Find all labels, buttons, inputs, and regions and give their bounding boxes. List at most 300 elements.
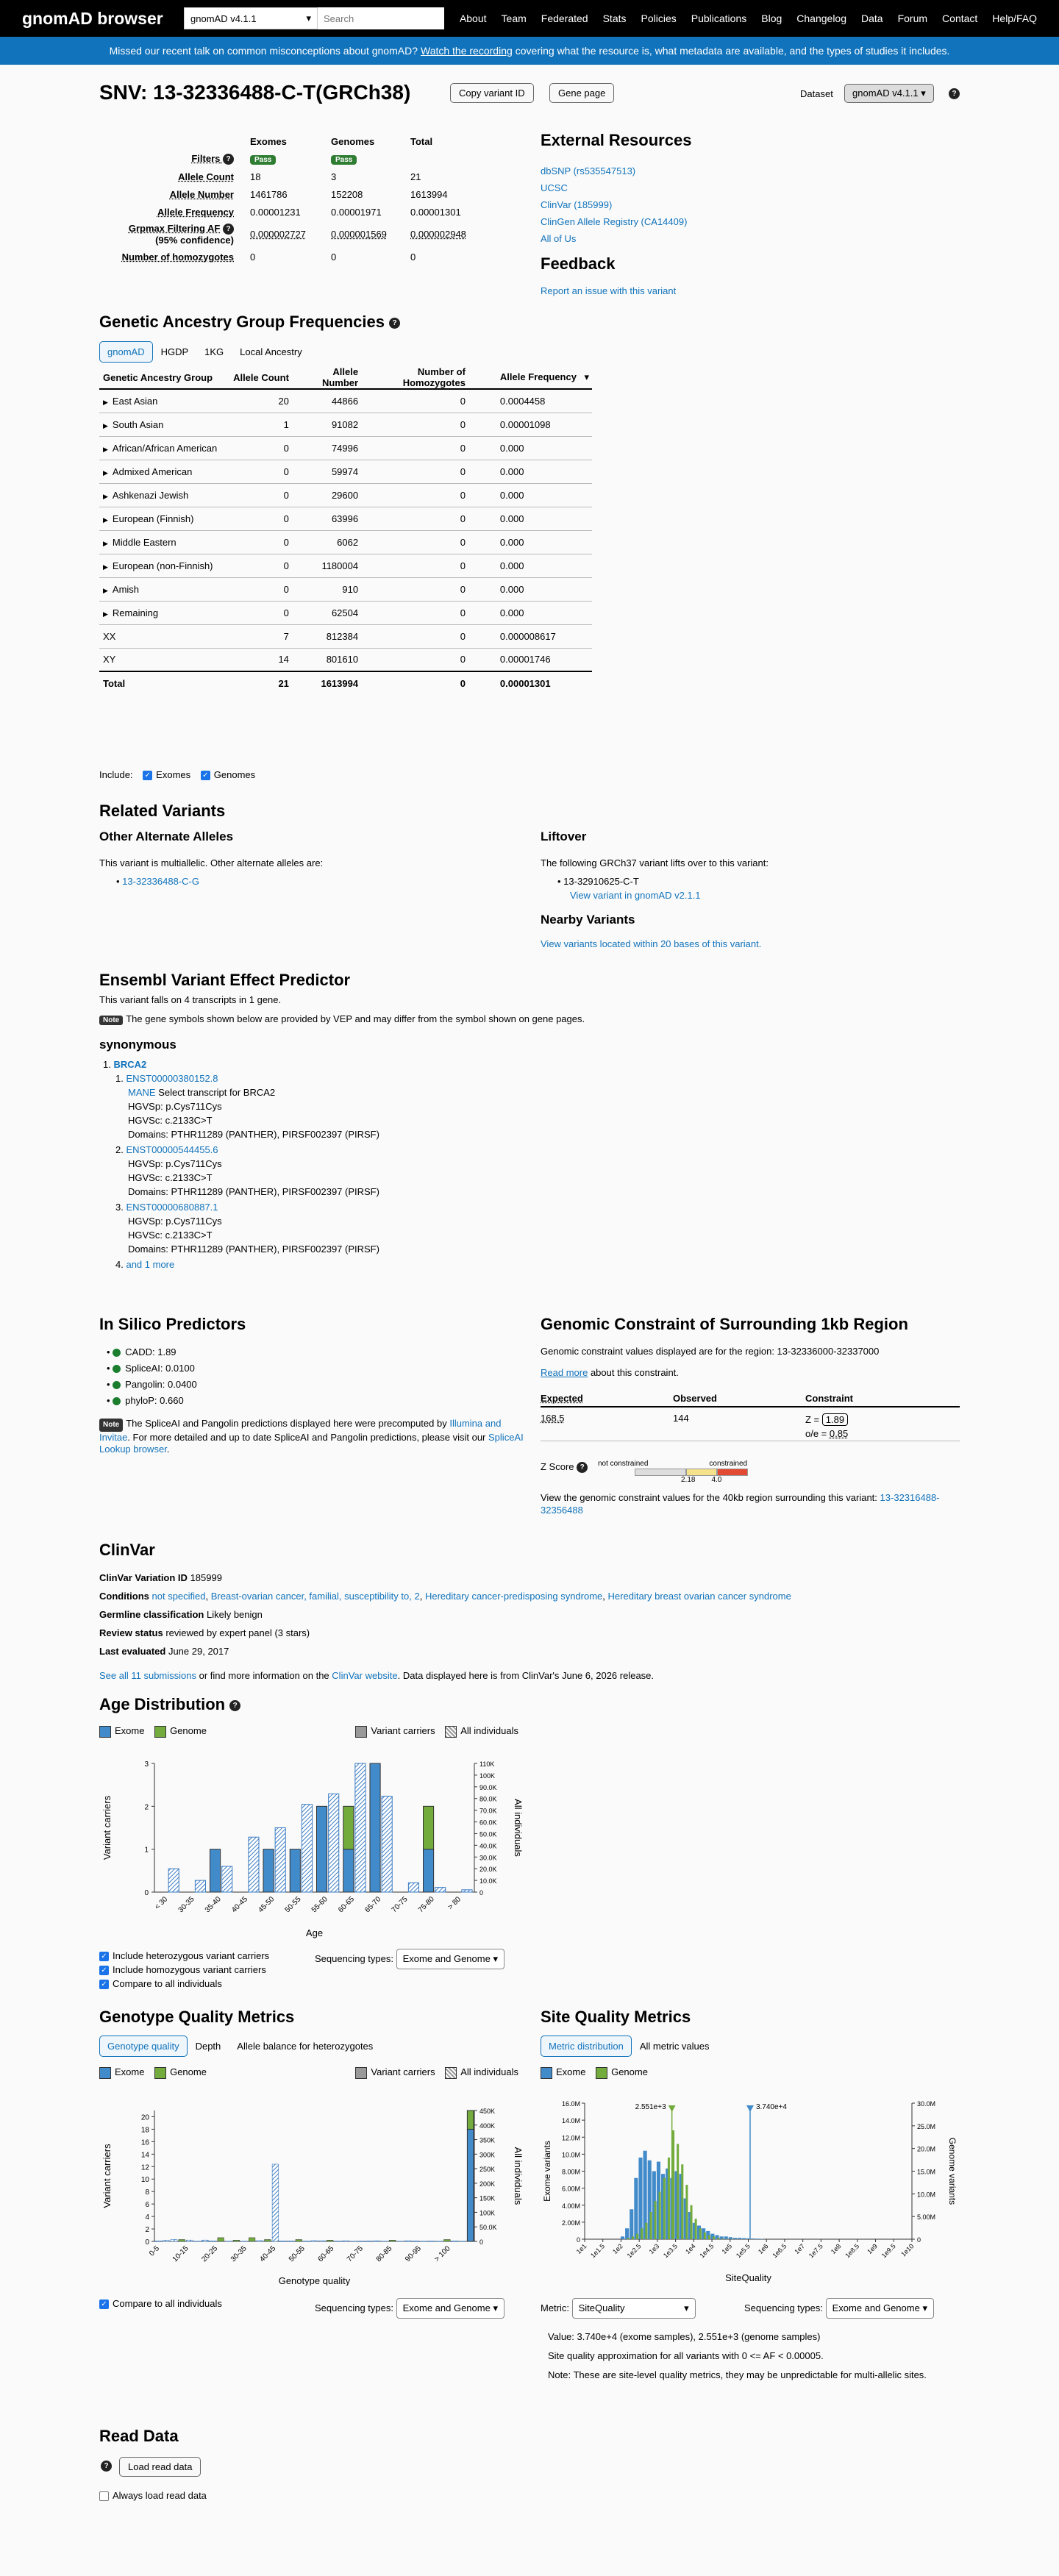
genome-bar bbox=[249, 2238, 255, 2241]
copy-variant-id-button[interactable]: Copy variant ID bbox=[450, 83, 534, 103]
expand-arrow-icon[interactable]: ▶ bbox=[103, 515, 108, 524]
genome-bar bbox=[704, 2233, 706, 2239]
related-variants-title: Related Variants bbox=[99, 802, 226, 820]
genome-bar bbox=[726, 2238, 728, 2239]
all-individuals-bar bbox=[186, 2240, 193, 2241]
y-tick-label: 0 bbox=[145, 2238, 149, 2247]
genome-bar bbox=[677, 2144, 679, 2240]
transcript-link[interactable]: ENST00000680887.1 bbox=[126, 1202, 218, 1213]
illumina-link[interactable]: Illumina and Invitae bbox=[99, 1418, 502, 1443]
genome-bar bbox=[389, 2240, 396, 2241]
help-icon[interactable]: ? bbox=[949, 88, 960, 99]
exome-bar bbox=[317, 1806, 327, 1892]
external-link[interactable]: ClinGen Allele Registry (CA14409) bbox=[541, 216, 688, 227]
y2-tick-label: 10.0K bbox=[479, 1877, 497, 1885]
sq-tabs bbox=[541, 2036, 718, 2057]
table-row[interactable]: ▶ Amish 0 910 0 0.000 bbox=[99, 577, 592, 601]
liftover-item: • 13-32910625-C-T bbox=[557, 876, 639, 887]
all-individuals-bar bbox=[272, 2164, 279, 2241]
y-axis-label: Exome variants bbox=[542, 2141, 552, 2202]
table-row[interactable]: ▶ European (Finnish) 0 63996 0 0.000 bbox=[99, 507, 592, 530]
nav-data[interactable]: Data bbox=[861, 13, 883, 24]
always-load-checkbox[interactable] bbox=[99, 2491, 109, 2501]
age-options: ✓ Include heterozygous variant carriers ✓ Include homozygous variant carriers ✓ Compare to all individuals bbox=[99, 1949, 269, 1991]
y-tick-label: 12 bbox=[140, 2163, 149, 2172]
x-tick-label: 30-35 bbox=[176, 1895, 196, 1915]
exome-bar bbox=[467, 2129, 474, 2241]
all-individuals-bar bbox=[408, 1883, 418, 1892]
x-tick-label: 35-40 bbox=[203, 1895, 223, 1915]
exome-bar bbox=[290, 1849, 300, 1892]
mane-link[interactable]: MANE bbox=[128, 1087, 156, 1098]
expand-arrow-icon[interactable]: ▶ bbox=[103, 539, 108, 547]
genome-marker-label: 2.551e+3 bbox=[635, 2103, 666, 2111]
nav-team[interactable]: Team bbox=[501, 13, 527, 24]
all-individuals-bar bbox=[249, 1837, 259, 1892]
x-tick-label: 1e8.5 bbox=[844, 2242, 861, 2260]
y2-tick-label: 100K bbox=[479, 1772, 496, 1780]
genome-bar bbox=[713, 2236, 715, 2239]
external-link[interactable]: All of Us bbox=[541, 233, 577, 244]
exome-bar bbox=[742, 2238, 746, 2239]
y2-tick-label: 20.0K bbox=[479, 1866, 497, 1874]
green-dot-icon bbox=[113, 1349, 121, 1357]
x-tick-label: 1e1.5 bbox=[589, 2242, 607, 2260]
predictor-item: • SpliceAI: 0.0100 bbox=[107, 1363, 195, 1374]
transcript-item: 2. ENST00000544455.6 HGVSp: p.Cys711Cys HGVSc: c.2133C>T Domains: PTHR11289 (PANTHER), PIRSF002397 (PIRSF) bbox=[115, 1144, 379, 1197]
include-filters: Include: ✓ Exomes ✓ Genomes bbox=[99, 769, 256, 780]
transcript-link[interactable]: ENST00000544455.6 bbox=[126, 1144, 218, 1155]
exome-bar bbox=[210, 1849, 221, 1892]
expand-arrow-icon[interactable]: ▶ bbox=[103, 445, 108, 453]
y2-tick-label: 20.0M bbox=[917, 2145, 936, 2153]
clinvar-title: ClinVar bbox=[99, 1541, 155, 1559]
all-individuals-bar bbox=[195, 1880, 205, 1892]
y2-tick-label: 0 bbox=[479, 2238, 484, 2246]
nav-contact[interactable]: Contact bbox=[942, 13, 978, 24]
condition-link[interactable]: not specified bbox=[151, 1591, 206, 1602]
predictor-item: • Pangolin: 0.0400 bbox=[107, 1379, 197, 1390]
y-tick-label: 16.0M bbox=[561, 2100, 580, 2108]
table-row[interactable]: ▶ Ashkenazi Jewish 0 29600 0 0.000 bbox=[99, 483, 592, 507]
all-individuals-bar bbox=[435, 1888, 446, 1892]
x-tick-label: 70-75 bbox=[390, 1895, 410, 1915]
dataset-label: Dataset bbox=[800, 88, 833, 99]
exome-bar bbox=[751, 2238, 755, 2239]
y2-tick-label: 300K bbox=[479, 2151, 496, 2159]
tab-genotype-quality[interactable]: Genotype quality bbox=[99, 2036, 188, 2057]
y2-tick-label: 70.0K bbox=[479, 1807, 497, 1815]
x-axis-label: SiteQuality bbox=[725, 2272, 771, 2283]
genome-bar bbox=[655, 2201, 657, 2239]
y-tick-label: 6.00M bbox=[561, 2185, 580, 2193]
feedback-title: Feedback bbox=[541, 254, 616, 273]
green-dot-icon bbox=[113, 1365, 121, 1373]
tab-allele-balance-for-heterozygotes[interactable]: Allele balance for heterozygotes bbox=[237, 2041, 374, 2052]
z-score-value: 1.89 bbox=[822, 1413, 848, 1426]
x-tick-label: 40-45 bbox=[258, 2244, 278, 2264]
y2-tick-label: 150K bbox=[479, 2194, 496, 2202]
tab-local-ancestry[interactable]: Local Ancestry bbox=[240, 346, 302, 357]
external-resources-title: External Resources bbox=[541, 131, 692, 149]
insilico-note: Note The SpliceAI and Pangolin predictions displayed here were precomputed by Illumina and Invitae. For more detailed and up to date SpliceAI and Pangolin predictions, please visit our SpliceAI Lookup browser. bbox=[99, 1418, 524, 1455]
genome-marker-arrow-icon bbox=[668, 2105, 676, 2112]
y-tick-label: 0 bbox=[144, 1889, 149, 1897]
exome-bar bbox=[263, 1849, 274, 1892]
x-tick-label: 1e1 bbox=[574, 2242, 588, 2256]
sq-seq-type-select[interactable]: Exome and Genome ▾ bbox=[826, 2298, 934, 2319]
y2-tick-label: 450K bbox=[479, 2108, 496, 2115]
all-individuals-bar bbox=[202, 2240, 209, 2241]
genome-bar bbox=[467, 2111, 474, 2129]
x-tick-label: 1e6 bbox=[756, 2242, 770, 2256]
compare-all-checkbox[interactable]: ✓ bbox=[99, 1980, 109, 1989]
y-tick-label: 10.0M bbox=[561, 2151, 580, 2159]
exome-bar bbox=[738, 2238, 741, 2239]
gq-legend: Exome Genome Variant carriers All individuals bbox=[99, 2066, 518, 2079]
genome-bar bbox=[632, 2236, 634, 2239]
watch-recording-link[interactable]: Watch the recording bbox=[421, 45, 513, 57]
external-link[interactable]: ClinVar (185999) bbox=[541, 199, 613, 210]
y-tick-label: 1 bbox=[144, 1846, 149, 1855]
all-individuals-bar bbox=[168, 1869, 179, 1892]
read-data-help-icon[interactable]: ? bbox=[101, 2461, 112, 2472]
nav-federated[interactable]: Federated bbox=[541, 13, 588, 24]
x-tick-label: 70-75 bbox=[346, 2244, 365, 2264]
y2-axis-label: Genome variants bbox=[947, 2137, 958, 2205]
tab-depth[interactable]: Depth bbox=[195, 2041, 221, 2052]
filters-help-icon[interactable]: ? bbox=[223, 154, 234, 165]
gq-chart bbox=[99, 2094, 526, 2286]
nav-stats[interactable]: Stats bbox=[602, 13, 627, 24]
x-tick-label: 80-85 bbox=[374, 2244, 394, 2264]
nav-policies[interactable]: Policies bbox=[641, 13, 677, 24]
x-tick-label: 1e2 bbox=[611, 2242, 624, 2256]
genome-bar bbox=[627, 2238, 630, 2239]
table-row[interactable]: ▶ Admixed American 0 59974 0 0.000 bbox=[99, 460, 592, 483]
include-genomes-checkbox[interactable]: ✓ bbox=[201, 771, 210, 780]
sq-metric-select[interactable]: SiteQuality ▾ bbox=[572, 2298, 696, 2319]
age-seq-type-select[interactable]: Exome and Genome ▾ bbox=[396, 1949, 504, 1969]
constraint-region-link[interactable]: 13-32316488-32356488 bbox=[541, 1492, 940, 1516]
all-individuals-bar bbox=[275, 1828, 285, 1893]
sq-legend: Exome Genome bbox=[541, 2066, 648, 2079]
more-transcripts-link[interactable]: and 1 more bbox=[126, 1259, 175, 1270]
dataset-dropdown[interactable]: gnomAD v4.1.1 ▾ bbox=[844, 84, 934, 103]
x-tick-label: 50-55 bbox=[283, 1895, 303, 1915]
predictor-item: • phyloP: 0.660 bbox=[107, 1395, 184, 1406]
x-tick-label: 90-95 bbox=[404, 2244, 423, 2264]
gq-seq-type-select[interactable]: Exome and Genome ▾ bbox=[396, 2298, 504, 2319]
gq-title: Genotype Quality Metrics bbox=[99, 2008, 295, 2026]
x-tick-label: 10-15 bbox=[171, 2244, 190, 2264]
table-row[interactable]: ▶ African/African American 0 74996 0 0.000 bbox=[99, 436, 592, 460]
y-tick-label: 18 bbox=[140, 2126, 149, 2135]
genome-bar bbox=[695, 2219, 697, 2239]
clinvar-details: ClinVar Variation ID 185999 Conditions not specified, Breast-ovarian cancer, familial, susceptibility to, 2, Hereditary cancer-predisposing syndrome, Hereditary breast ovarian cancer syndrome Germline classification Likely benign Review status reviewed by expert panel (3 stars) Last evaluated June 29, 2017 bbox=[99, 1572, 791, 1657]
sq-title: Site Quality Metrics bbox=[541, 2008, 691, 2026]
x-tick-label: 40-45 bbox=[230, 1895, 249, 1915]
x-tick-label: 1e6.5 bbox=[771, 2242, 788, 2260]
genome-bar bbox=[649, 2212, 652, 2239]
external-link[interactable]: UCSC bbox=[541, 182, 568, 193]
genome-bar bbox=[717, 2238, 719, 2239]
genome-bar bbox=[681, 2164, 683, 2239]
external-links bbox=[541, 163, 687, 247]
spliceai-lookup-link[interactable]: SpliceAI Lookup browser bbox=[99, 1432, 524, 1455]
condition-link[interactable]: Hereditary cancer-predisposing syndrome bbox=[424, 1591, 603, 1602]
load-read-data-button[interactable]: Load read data bbox=[119, 2457, 201, 2477]
ancestry-title: Genetic Ancestry Group Frequencies ? bbox=[99, 313, 400, 332]
y-tick-label: 6 bbox=[145, 2201, 149, 2210]
expand-arrow-icon[interactable]: ▶ bbox=[103, 586, 108, 594]
exome-bar bbox=[756, 2238, 760, 2239]
table-row: XY 14 801610 0 0.00001746 bbox=[99, 648, 592, 671]
external-link[interactable]: dbSNP (rs535547513) bbox=[541, 165, 636, 176]
sq-chart bbox=[541, 2088, 960, 2287]
y2-axis-label: All individuals bbox=[513, 1799, 524, 1857]
gene-link-brca2[interactable]: BRCA2 bbox=[113, 1059, 147, 1070]
genome-bar bbox=[672, 2130, 674, 2239]
note-badge: Note bbox=[99, 1016, 123, 1025]
table-row[interactable]: ▶ South Asian 1 91082 0 0.00001098 bbox=[99, 413, 592, 436]
y2-tick-label: 0 bbox=[479, 1889, 484, 1897]
all-individuals-bar bbox=[302, 1805, 312, 1892]
y-tick-label: 0 bbox=[576, 2236, 580, 2244]
y-tick-label: 3 bbox=[144, 1760, 149, 1769]
table-row[interactable]: ▶ European (non-Finnish) 0 1180004 0 0.000 bbox=[99, 554, 592, 577]
exome-bar bbox=[625, 2228, 629, 2239]
read-more-link[interactable]: Read more bbox=[541, 1367, 588, 1378]
exome-bar bbox=[630, 2209, 633, 2239]
constraint-title: Genomic Constraint of Surrounding 1kb Region bbox=[541, 1315, 908, 1333]
genome-bar bbox=[296, 2239, 302, 2241]
table-row: XX 7 812384 0 0.000008617 bbox=[99, 624, 592, 648]
expand-arrow-icon[interactable]: ▶ bbox=[103, 610, 108, 618]
y-tick-label: 14 bbox=[140, 2151, 149, 2160]
genome-bar bbox=[343, 1806, 354, 1849]
genome-bar bbox=[663, 2178, 666, 2239]
x-tick-label: 1e3 bbox=[647, 2242, 661, 2256]
hom-carriers-checkbox[interactable]: ✓ bbox=[99, 1966, 109, 1975]
other-allele-link[interactable]: 13-32336488-C-G bbox=[122, 876, 199, 887]
table-row[interactable]: ▶ East Asian 20 44866 0 0.0004458 bbox=[99, 389, 592, 413]
green-dot-icon bbox=[113, 1397, 121, 1405]
x-tick-label: > 100 bbox=[432, 2244, 452, 2264]
exome-bar bbox=[638, 2158, 642, 2239]
x-tick-label: > 80 bbox=[446, 1895, 463, 1912]
y2-tick-label: 400K bbox=[479, 2122, 496, 2130]
sort-desc-icon: ▾ bbox=[584, 371, 589, 382]
y2-axis-label: All individuals bbox=[513, 2147, 524, 2205]
gene-page-button[interactable]: Gene page bbox=[549, 83, 614, 103]
caret-down-icon: ▾ bbox=[306, 13, 311, 24]
genome-bar bbox=[721, 2238, 724, 2239]
y2-tick-label: 15.0M bbox=[917, 2168, 936, 2176]
y2-tick-label: 25.0M bbox=[917, 2122, 936, 2130]
y2-tick-label: 100K bbox=[479, 2209, 496, 2217]
genome-bar bbox=[233, 2240, 240, 2241]
zscore-help-icon[interactable]: ? bbox=[577, 1462, 588, 1473]
expand-arrow-icon[interactable]: ▶ bbox=[103, 421, 108, 429]
y2-tick-label: 30.0M bbox=[917, 2100, 936, 2108]
announcement-banner: Missed our recent talk on common misconceptions about gnomAD? Watch the recording covering what the resource is, what metadata are available, and the types of studies it includes. bbox=[0, 37, 1059, 65]
y2-tick-label: 30.0K bbox=[479, 1854, 497, 1862]
nav-publications[interactable]: Publications bbox=[691, 13, 747, 24]
nav-changelog[interactable]: Changelog bbox=[796, 13, 847, 24]
exome-bar bbox=[621, 2236, 624, 2239]
y-tick-label: 4.00M bbox=[561, 2202, 580, 2210]
x-tick-label: 1e9 bbox=[866, 2242, 879, 2256]
genome-bar bbox=[699, 2228, 702, 2239]
predictor-item: • CADD: 1.89 bbox=[107, 1346, 176, 1357]
y-tick-label: 8.00M bbox=[561, 2168, 580, 2176]
genome-bar bbox=[444, 2239, 451, 2241]
tab-all-metric-values[interactable]: All metric values bbox=[639, 2041, 710, 2052]
age-help-icon[interactable]: ? bbox=[229, 1700, 240, 1711]
variant-summary-table: Exomes Genomes Total Filters ? Pass Pass Allele Count 18 3 21 Allele Number 1461786 152208 1613994 Allele Frequency 0.00001231 0.00001971 0.00001301 Grpmax Filtering AF ? (95% confidence) 0.000002727 0.000001569 0.000002948 Number of homozygotes 0 0 0 bbox=[99, 132, 491, 265]
transcript-item: 3. ENST00000680887.1 HGVSp: p.Cys711Cys HGVSc: c.2133C>T Domains: PTHR11289 (PANTHER), PIRSF002397 (PIRSF) bbox=[115, 1202, 379, 1255]
all-individuals-bar bbox=[462, 1890, 472, 1892]
transcript-link[interactable]: ENST00000380152.8 bbox=[126, 1073, 218, 1084]
y-tick-label: 10 bbox=[140, 2176, 149, 2185]
liftover-link[interactable]: View variant in gnomAD v2.1.1 bbox=[570, 890, 701, 901]
page-title: SNV: 13-32336488-C-T(GRCh38) bbox=[99, 81, 411, 104]
tab-metric-distribution[interactable]: Metric distribution bbox=[541, 2036, 632, 2057]
tab-hgdp[interactable]: HGDP bbox=[160, 346, 189, 357]
condition-link[interactable]: Breast-ovarian cancer, familial, susceptibility to, 2 bbox=[210, 1591, 420, 1602]
nearby-variants-link[interactable]: View variants located within 20 bases of this variant. bbox=[541, 938, 762, 949]
clinvar-website-link[interactable]: ClinVar website bbox=[332, 1670, 398, 1681]
other-allele-item: • 13-32336488-C-G bbox=[116, 876, 199, 887]
x-tick-label: 1e5.5 bbox=[734, 2242, 752, 2260]
search-input[interactable] bbox=[318, 7, 444, 29]
exome-bar bbox=[733, 2238, 737, 2239]
all-individuals-bar bbox=[382, 1797, 392, 1892]
y-tick-label: 14.0M bbox=[561, 2117, 580, 2125]
genome-bar bbox=[636, 2234, 638, 2239]
summary-row: Allele Count 18 3 21 bbox=[178, 171, 421, 182]
report-issue-link[interactable]: Report an issue with this variant bbox=[541, 285, 677, 296]
y2-tick-label: 50.0K bbox=[479, 1830, 497, 1838]
nav-helpfaq[interactable]: Help/FAQ bbox=[992, 13, 1037, 24]
exome-bar bbox=[729, 2237, 732, 2239]
genome-bar bbox=[641, 2228, 643, 2239]
x-tick-label: 60-65 bbox=[316, 2244, 336, 2264]
x-tick-label: 60-65 bbox=[337, 1895, 356, 1915]
gq-tabs bbox=[99, 2036, 381, 2057]
green-dot-icon bbox=[113, 1381, 121, 1389]
summary-row: Allele Frequency 0.00001231 0.00001971 0.00001301 bbox=[157, 206, 461, 218]
y-axis-label: Variant carriers bbox=[101, 2144, 113, 2208]
ancestry-help-icon[interactable]: ? bbox=[389, 318, 400, 329]
tab-gnomad[interactable]: gnomAD bbox=[99, 341, 153, 363]
vep-title: Ensembl Variant Effect Predictor bbox=[99, 971, 351, 989]
genome-bar bbox=[179, 2239, 185, 2241]
top-navbar bbox=[0, 0, 1059, 37]
all-individuals-bar bbox=[355, 1763, 366, 1892]
x-tick-label: 30-35 bbox=[229, 2244, 249, 2264]
y-tick-label: 20 bbox=[140, 2113, 149, 2122]
y2-tick-label: 5.00M bbox=[917, 2213, 936, 2222]
transcript-item: 1. ENST00000380152.8 MANE Select transcript for BRCA2 HGVSp: p.Cys711Cys HGVSc: c.2133C>T Domains: PTHR11289 (PANTHER), PIRSF002397 (PIRSF) bbox=[115, 1073, 379, 1140]
constraint-table: Expected Observed Constraint 168.5 144 Z = 1.89 o/e = 0.85 bbox=[541, 1393, 960, 1441]
x-tick-label: 1e3.5 bbox=[662, 2242, 680, 2260]
y2-tick-label: 350K bbox=[479, 2136, 496, 2144]
dataset-select[interactable]: gnomAD v4.1.1 ▾ bbox=[184, 7, 318, 29]
table-row[interactable]: ▶ Middle Eastern 0 6062 0 0.000 bbox=[99, 530, 592, 554]
expand-arrow-icon[interactable]: ▶ bbox=[103, 492, 108, 500]
x-tick-label: 1e8 bbox=[829, 2242, 843, 2256]
y2-tick-label: 80.0K bbox=[479, 1795, 497, 1803]
genome-bar bbox=[218, 2238, 224, 2241]
genome-bar bbox=[265, 2239, 271, 2241]
nav-blog[interactable]: Blog bbox=[761, 13, 782, 24]
y-tick-label: 12.0M bbox=[561, 2134, 580, 2142]
exome-bar bbox=[760, 2238, 764, 2239]
y-tick-label: 2.00M bbox=[561, 2219, 580, 2227]
gq-compare-all-checkbox[interactable]: ✓ bbox=[99, 2300, 109, 2309]
x-axis-label: Genotype quality bbox=[278, 2275, 351, 2286]
summary-row: Allele Number 1461786 152208 1613994 bbox=[169, 188, 448, 200]
genome-bar bbox=[659, 2191, 661, 2239]
sq-notes: Value: 3.740e+4 (exome samples), 2.551e+3 (genome samples) Site quality approximation for all variants with 0 <= AF < 0.00005. Note: These are site-level quality metrics, they may be unpredictable for multi-allelic sites. bbox=[548, 2331, 927, 2380]
all-individuals-bar bbox=[329, 1794, 339, 1892]
genome-bar bbox=[424, 1806, 434, 1849]
expand-arrow-icon[interactable]: ▶ bbox=[103, 563, 108, 571]
y-tick-label: 16 bbox=[140, 2138, 149, 2147]
condition-link[interactable]: Hereditary breast ovarian cancer syndrome bbox=[607, 1591, 791, 1602]
y2-tick-label: 40.0K bbox=[479, 1842, 497, 1850]
exome-pass-badge: Pass bbox=[250, 155, 276, 165]
y2-tick-label: 0 bbox=[917, 2236, 921, 2244]
zscore-scale: not constrained constrained 2.18 4.0 bbox=[598, 1460, 748, 1484]
exome-bar bbox=[634, 2178, 638, 2239]
grpmax-help-icon[interactable]: ? bbox=[223, 224, 234, 235]
read-data-title: Read Data bbox=[99, 2427, 179, 2445]
all-individuals-bar bbox=[171, 2239, 177, 2241]
x-tick-label: 1e10 bbox=[899, 2242, 916, 2258]
expand-arrow-icon[interactable]: ▶ bbox=[103, 398, 108, 406]
het-carriers-checkbox[interactable]: ✓ bbox=[99, 1952, 109, 1961]
y-tick-label: 2 bbox=[145, 2226, 149, 2235]
expand-arrow-icon[interactable]: ▶ bbox=[103, 468, 108, 477]
tab-1kg[interactable]: 1KG bbox=[204, 346, 224, 357]
genome-bar bbox=[708, 2235, 710, 2239]
ancestry-table: Genetic Ancestry Group Allele Count Allele Number Number of Homozygotes Allele Frequency ▾ ▶ East Asian 20 44866 0 0.0004458 ▶ South Asian 1 91082 0 0.00001098 ▶ African/African American 0 74996 0 0.000 ▶ Admixed American 0 59974 0 0.000 ▶ Ashkenazi Jewish 0 29600 0 0.000 ▶ European (Finnish) 0 63996 0 0.000 ▶ Middle Eastern 0 6062 0 0.000 ▶ European (non-Finnish) 0 1180004 0 0.000 ▶ Amish 0 910 0 0.000 ▶ Remaining 0 62504 0 0.000 XX 7 812384 0 0.000008617 XY 14 801610 0 0.00001746 Total 21 1613994 0 0.00001301 bbox=[99, 366, 592, 695]
table-row: Total 21 1613994 0 0.00001301 bbox=[99, 671, 592, 695]
x-tick-label: 1e4.5 bbox=[698, 2242, 716, 2260]
nav-forum[interactable]: Forum bbox=[897, 13, 928, 24]
y-tick-label: 2 bbox=[144, 1803, 149, 1812]
table-row[interactable]: ▶ Remaining 0 62504 0 0.000 bbox=[99, 601, 592, 624]
exome-bar bbox=[370, 1763, 380, 1892]
include-exomes-checkbox[interactable]: ✓ bbox=[143, 771, 152, 780]
y2-tick-label: 250K bbox=[479, 2166, 496, 2174]
y2-tick-label: 110K bbox=[479, 1760, 495, 1768]
y-tick-label: 8 bbox=[145, 2188, 149, 2197]
genome-bar bbox=[685, 2185, 688, 2239]
x-tick-label: 55-60 bbox=[310, 1895, 329, 1915]
x-tick-label: 65-70 bbox=[363, 1895, 383, 1915]
ancestry-tabs bbox=[99, 341, 310, 363]
x-tick-label: 50-55 bbox=[287, 2244, 307, 2264]
genome-pass-badge: Pass bbox=[331, 155, 357, 165]
see-all-submissions-link[interactable]: See all 11 submissions bbox=[99, 1670, 196, 1681]
age-chart bbox=[99, 1752, 526, 1944]
nav-about[interactable]: About bbox=[459, 13, 487, 24]
brand-logo[interactable]: gnomAD browser bbox=[22, 8, 163, 28]
